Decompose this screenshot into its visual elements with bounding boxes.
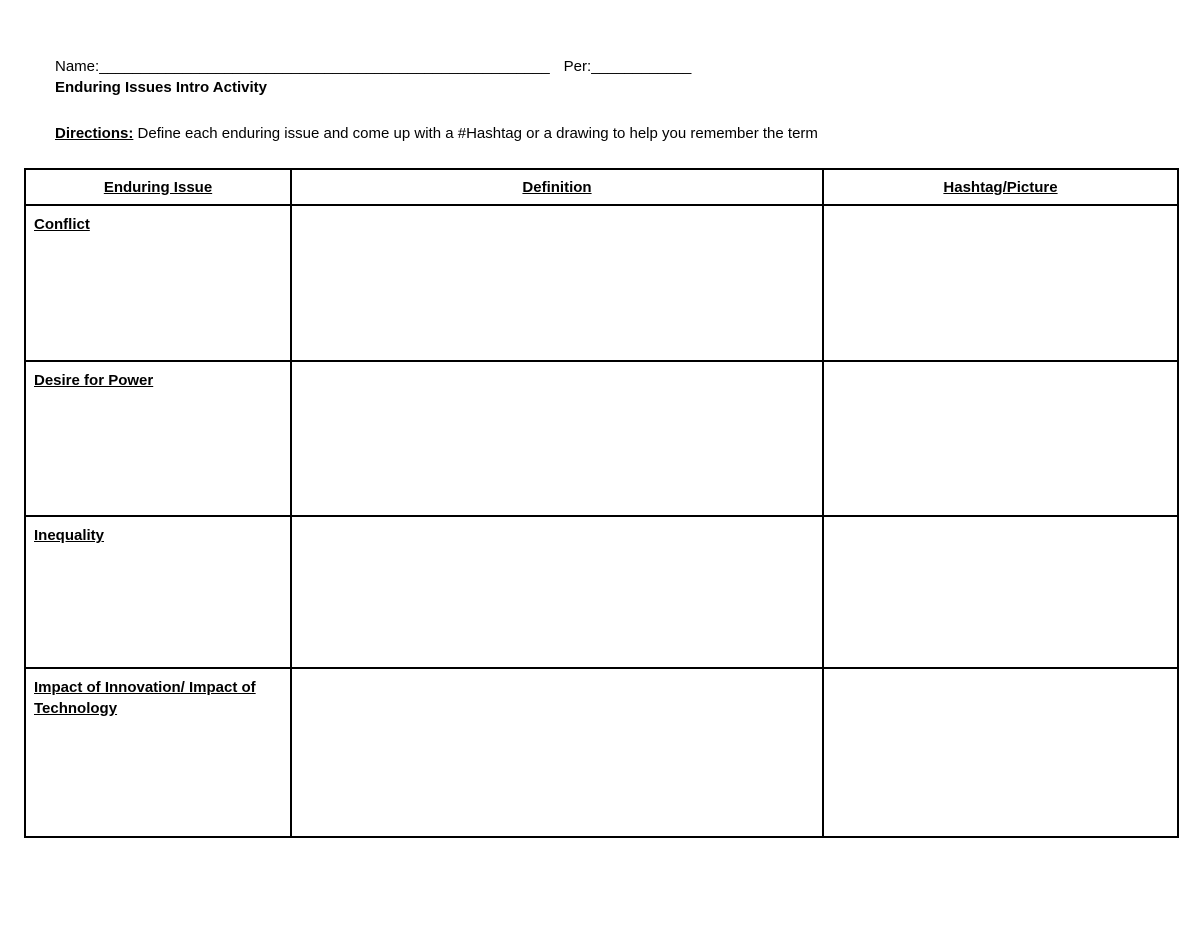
issue-cell: [25, 205, 291, 361]
per-label: Per:: [563, 58, 592, 75]
table-header-row: [25, 169, 1178, 205]
directions: [55, 124, 1155, 144]
hashtag-picture-cell: [823, 361, 1178, 517]
enduring-issues-table: [24, 168, 1179, 838]
issue-label: Impact of Innovation/ Impact of Technology: [34, 679, 256, 718]
issue-cell: [25, 361, 291, 517]
per-blank: ____________: [591, 58, 692, 75]
definition-cell: [291, 668, 823, 837]
table-row: [25, 516, 1178, 668]
issue-label: Desire for Power: [34, 371, 154, 389]
header-definition: Definition: [291, 169, 823, 205]
worksheet-title: Enduring Issues Intro Activity: [55, 79, 267, 96]
definition-cell: [291, 516, 823, 668]
table-row: [25, 668, 1178, 837]
header-enduring-issue: Enduring Issue: [25, 169, 291, 205]
name-blank: ______________________________________________________: [99, 58, 550, 75]
issue-cell: [25, 516, 291, 668]
worksheet-header: [55, 57, 1155, 144]
definition-cell: [291, 361, 823, 517]
hashtag-picture-cell: [823, 205, 1178, 361]
header-hashtag-picture: Hashtag/Picture: [823, 169, 1178, 205]
table-row: [25, 361, 1178, 517]
definition-cell: [291, 205, 823, 361]
issue-label: Inequality: [34, 527, 105, 545]
table-row: [25, 205, 1178, 361]
directions-text: Define each enduring issue and come up with a #Hashtag or a drawing to help you remember the term: [133, 125, 818, 142]
name-per-line: [55, 57, 1155, 77]
issue-label: Conflict: [34, 216, 90, 233]
issue-cell: [25, 668, 291, 837]
hashtag-picture-cell: [823, 668, 1178, 837]
hashtag-picture-cell: [823, 516, 1178, 668]
name-label: Name:: [55, 58, 100, 75]
directions-label: Directions:: [55, 125, 134, 142]
